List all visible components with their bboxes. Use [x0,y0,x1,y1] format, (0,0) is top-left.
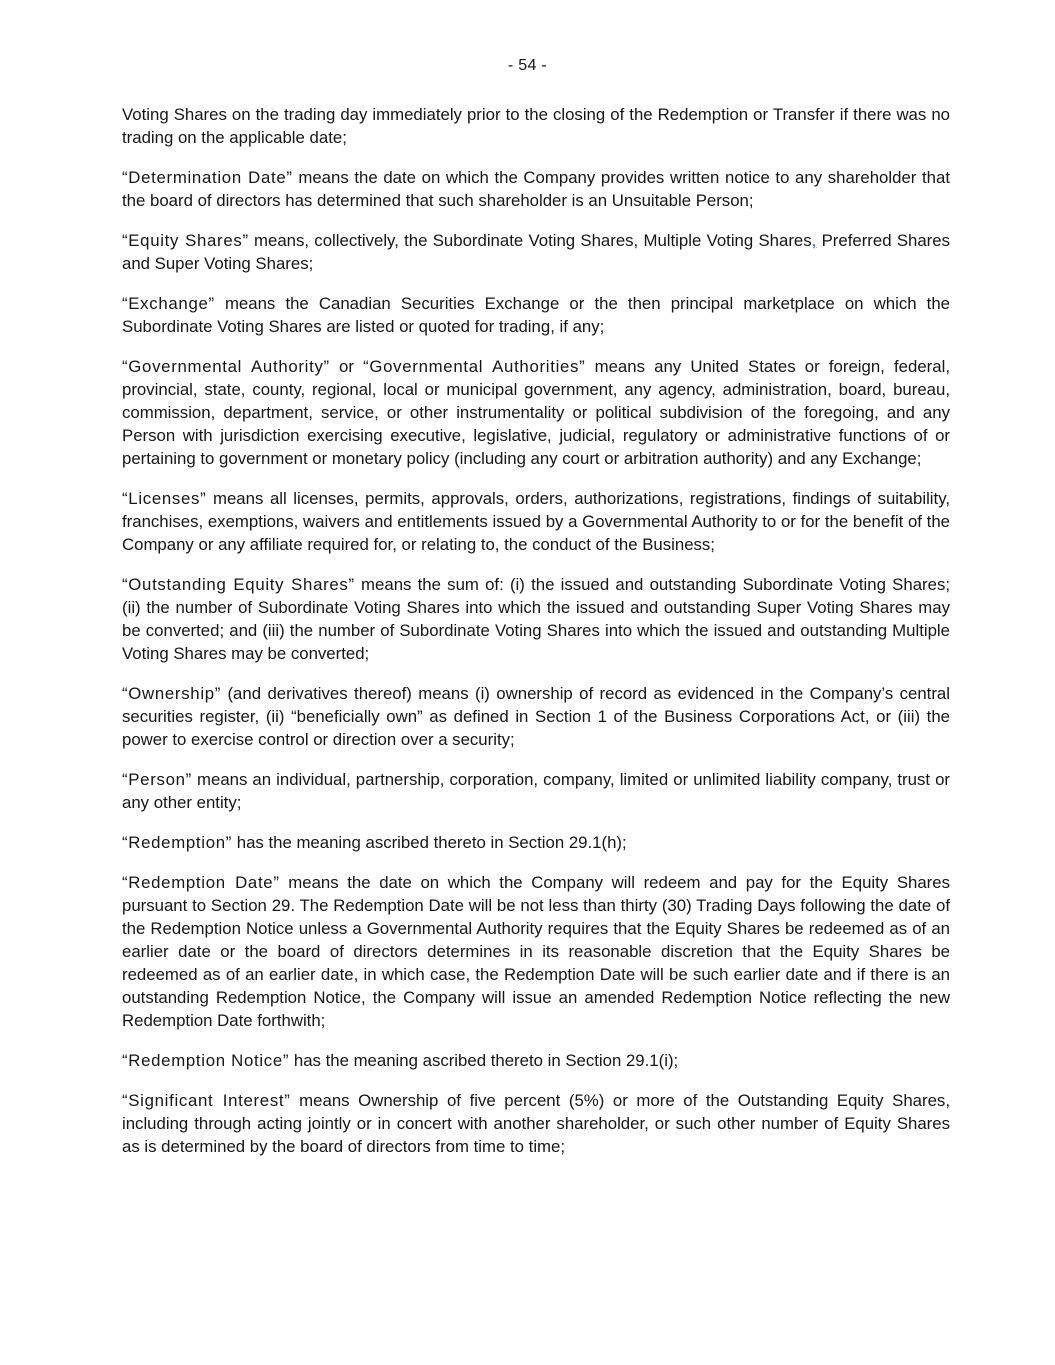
paragraph-text: means an individual, partnership, corporation, company, limited or unlimited liability company, trust or any other entity; [122,770,950,812]
definition-significant-interest [122,1089,950,1158]
definition-governmental-authority [122,355,950,470]
definition-exchange [122,292,950,338]
definition-equity-shares [122,229,950,275]
paragraph-text: Voting Shares on the trading day immediately prior to the closing of the Redemption or Transfer if there was no trading on the applicable date; [122,105,950,147]
defined-term: “Governmental Authority” [122,357,330,376]
paragraph-text: means all licenses, permits, approvals, orders, authorizations, registrations, findings of suitability, franchises, exemptions, waivers and entitlements issued by a Governmental Authority to or for the benefit of the Company or any affiliate required for, or relating to, the conduct of the Business; [122,489,950,554]
paragraph-text: has the meaning ascribed thereto in Section 29.1(h); [232,833,627,852]
paragraph-text: Preferred Shares and Super Voting Shares; [122,231,950,273]
defined-term: “Determination Date” [122,168,293,187]
paragraph-text: means any United States or foreign, federal, provincial, state, county, regional, local or municipal government, any agency, administration, board, bureau, commission, department, service, or other instrumentality or political subdivision of the foregoing, and any Person with jurisdiction exercising executive, legislative, judicial, regulatory or administrative functions of or pertaining to government or monetary policy (including any court or arbitration authority) and any Exchange; [122,357,950,468]
defined-term: “Licenses” [122,489,207,508]
definition-outstanding-equity-shares [122,573,950,665]
paragraph-text: (and derivatives thereof) means (i) ownership of record as evidenced in the Company’s central securities register, (ii) “beneficially own” as defined in Section 1 of the Business Corporations Act, or (iii) the power to exercise control or direction over a security; [122,684,950,749]
document-body [122,103,950,1158]
paragraph-text: means the sum of: (i) the issued and outstanding Subordinate Voting Shares; (ii) the number of Subordinate Voting Shares into which the issued and outstanding Super Voting Shares may be converted; and (iii) the number of Subordinate Voting Shares into which the issued and outstanding Multiple Voting Shares may be converted; [122,575,950,663]
defined-term: “Governmental Authorities” [363,357,586,376]
defined-term: “Significant Interest” [122,1091,291,1110]
definition-redemption-notice [122,1049,950,1072]
defined-term: “Person” [122,770,192,789]
paragraph-continuation [122,103,950,149]
definition-determination-date [122,166,950,212]
defined-term: “Equity Shares” [122,231,249,250]
definition-licenses [122,487,950,556]
paragraph-text: means, collectively, the Subordinate Voting Shares, Multiple Voting Shares [248,231,812,250]
defined-term: “Exchange” [122,294,215,313]
definition-person [122,768,950,814]
paragraph-text: has the meaning ascribed thereto in Section 29.1(i); [289,1051,679,1070]
tracked-change-insertion: , [811,231,817,250]
paragraph-text: means Ownership of five percent (5%) or more of the Outstanding Equity Shares, including through acting jointly or in concert with another shareholder, or such other number of Equity Shares as is determined by the board of directors from time to time; [122,1091,950,1156]
paragraph-text: means the Canadian Securities Exchange or the then principal marketplace on which the Subordinate Voting Shares are listed or quoted for trading, if any; [122,294,950,336]
defined-term: “Ownership” [122,684,222,703]
paragraph-text: means the date on which the Company will redeem and pay for the Equity Shares pursuant to Section 29. The Redemption Date will be not less than thirty (30) Trading Days following the date of the Redemption Notice unless a Governmental Authority requires that the Equity Shares be redeemed as of an earlier date or the board of directors determines in its reasonable discretion that the Equity Shares be redeemed as of an earlier date, in which case, the Redemption Date will be such earlier date and if there is an outstanding Redemption Notice, the Company will issue an amended Redemption Notice reflecting the new Redemption Date forthwith; [122,873,950,1030]
paragraph-text: or [329,357,364,376]
paragraph-text: means the date on which the Company provides written notice to any shareholder that the board of directors has determined that such shareholder is an Unsuitable Person; [122,168,950,210]
definition-ownership [122,682,950,751]
definition-redemption [122,831,950,854]
defined-term: “Outstanding Equity Shares” [122,575,355,594]
defined-term: “Redemption Date” [122,873,280,892]
page-number: - 54 - [507,57,548,74]
defined-term: “Redemption Notice” [122,1051,290,1070]
defined-term: “Redemption” [122,833,233,852]
definition-redemption-date [122,871,950,1032]
